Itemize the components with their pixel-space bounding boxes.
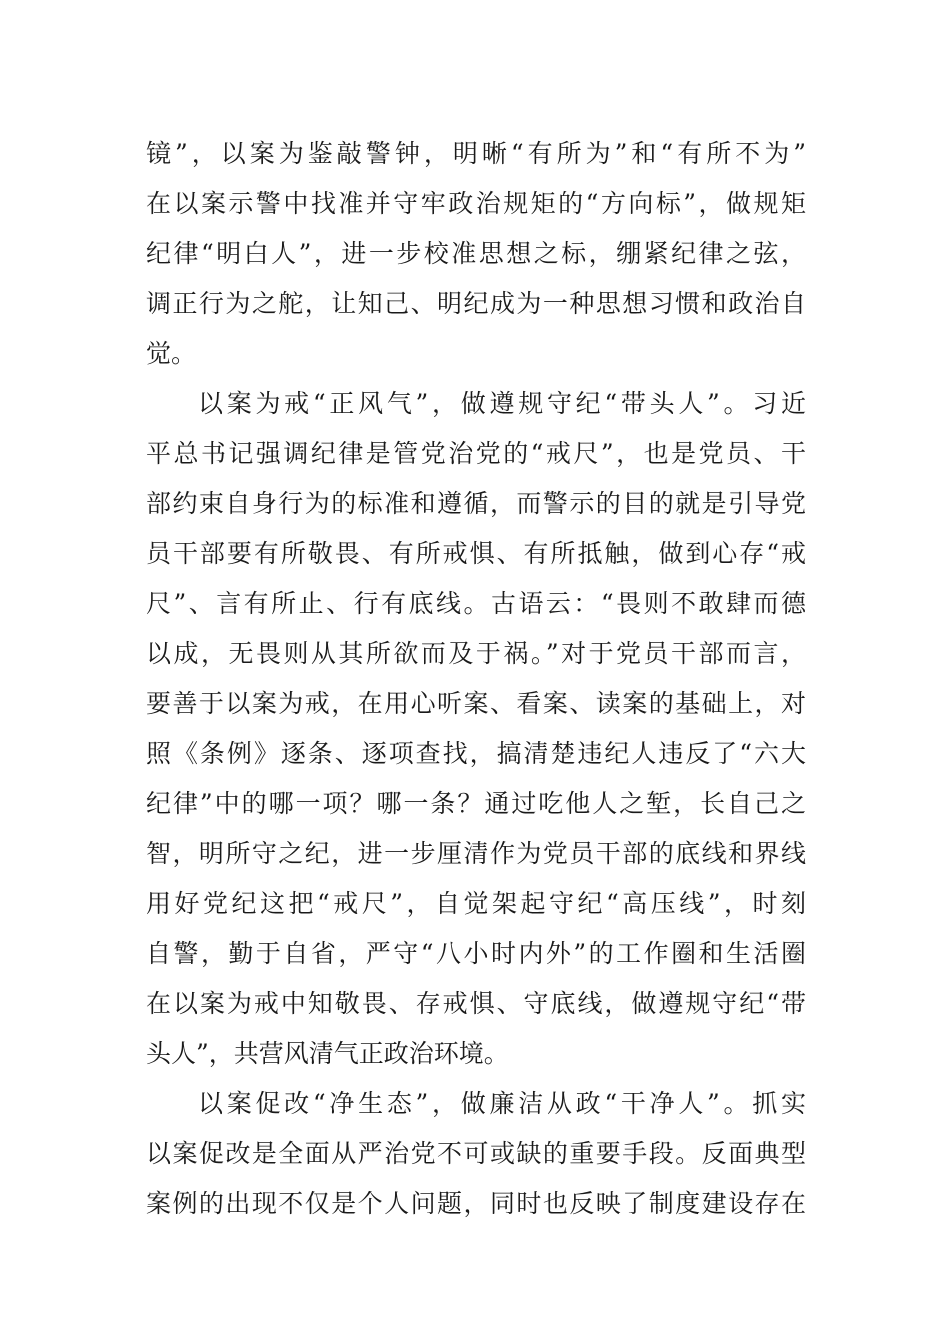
text-line: 调正行为之舵，让知己、明纪成为一种思想习惯和政治自 (146, 289, 806, 318)
paragraph-start-line: 以案为戒“正风气”，做遵规守纪“带头人”。习近 (198, 389, 806, 418)
text-line: 以成，无畏则从其所欲而及于祸。”对于党员干部而言， (146, 639, 806, 668)
text-line: 员干部要有所敬畏、有所戒惧、有所抵触，做到心存“戒 (146, 539, 806, 568)
text-line: 案例的出现不仅是个人问题，同时也反映了制度建设存在 (146, 1189, 806, 1218)
text-line: 觉。 (146, 339, 197, 368)
text-line: 纪律”中的哪一项？哪一条？通过吃他人之堑，长自己之 (146, 789, 806, 818)
text-line: 要善于以案为戒，在用心听案、看案、读案的基础上，对 (146, 689, 806, 718)
text-line: 纪律“明白人”，进一步校准思想之标，绷紧纪律之弦， (146, 239, 806, 268)
text-line: 在以案示警中找准并守牢政治规矩的“方向标”，做规矩 (146, 189, 806, 218)
body-text (146, 129, 806, 1229)
paragraph-start-line: 以案促改“净生态”，做廉洁从政“干净人”。抓实 (198, 1089, 806, 1118)
text-line: 部约束自身行为的标准和遵循，而警示的目的就是引导党 (146, 489, 806, 518)
text-line: 头人”，共营风清气正政治环境。 (146, 1039, 509, 1068)
text-line: 平总书记强调纪律是管党治党的“戒尺”，也是党员、干 (146, 439, 806, 468)
text-line: 智，明所守之纪，进一步厘清作为党员干部的底线和界线 (146, 839, 806, 868)
text-line: 在以案为戒中知敬畏、存戒惧、守底线，做遵规守纪“带 (146, 989, 806, 1018)
text-line: 自警，勤于自省，严守“八小时内外”的工作圈和生活圈 (146, 939, 806, 968)
text-line: 镜”，以案为鉴敲警钟，明晰“有所为”和“有所不为” (146, 139, 806, 168)
text-line: 以案促改是全面从严治党不可或缺的重要手段。反面典型 (146, 1139, 806, 1168)
text-line: 用好党纪这把“戒尺”，自觉架起守纪“高压线”，时刻 (146, 889, 806, 918)
text-line: 尺”、言有所止、行有底线。古语云：“畏则不敢肆而德 (146, 589, 806, 618)
text-line: 照《条例》逐条、逐项查找，搞清楚违纪人违反了“六大 (146, 739, 806, 768)
